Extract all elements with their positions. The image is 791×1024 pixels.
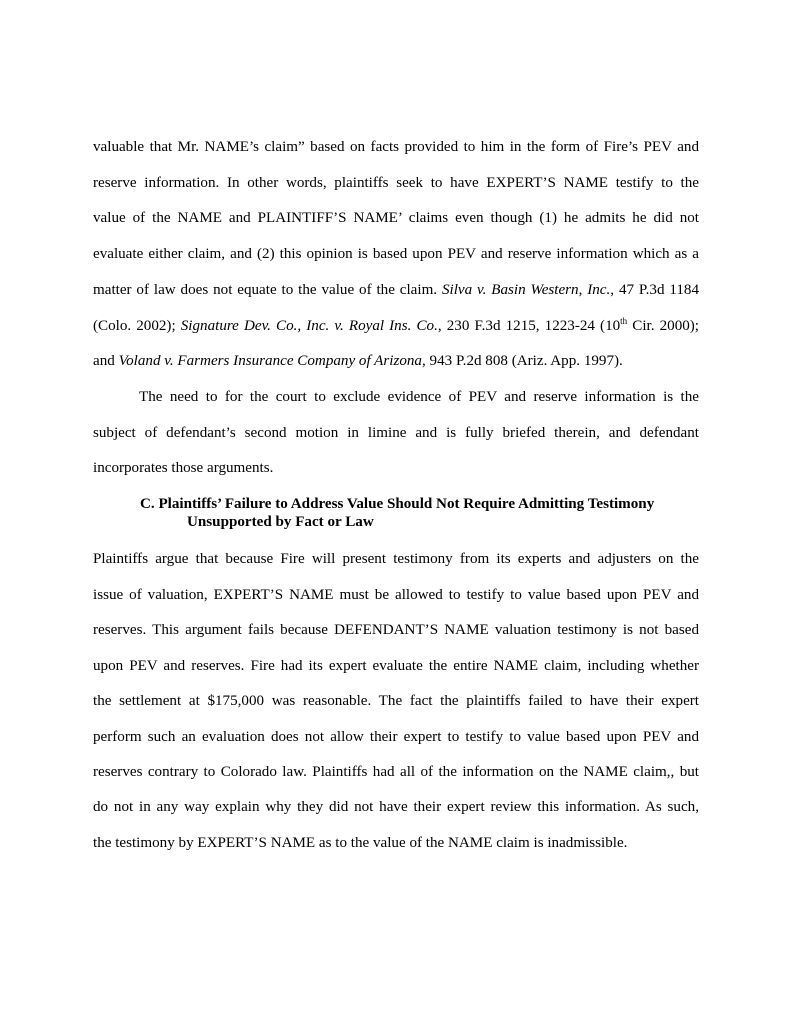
paragraph-3-line-6: perform such an evaluation does not allow their expert to testify to value based upon PEV and	[93, 729, 699, 745]
text-run: Cir. 2000);	[627, 318, 700, 334]
paragraph-1-line-2: reserve information. In other words, plaintiffs seek to have EXPERT’S NAME testify to the	[93, 175, 699, 191]
case-citation-silva: Silva v. Basin Western, Inc.	[441, 282, 611, 298]
section-heading-line-2: Unsupported by Fact or Law	[187, 514, 374, 530]
paragraph-3-line-4: upon PEV and reserves. Fire had its expert evaluate the entire NAME claim, including whether	[93, 658, 699, 674]
paragraph-3-line-9: the testimony by EXPERT’S NAME as to the value of the NAME claim is inadmissible.	[93, 835, 628, 851]
text-run: , 943 P.2d 808 (Ariz. App. 1997).	[421, 353, 623, 369]
paragraph-1-line-4: evaluate either claim, and (2) this opinion is based upon PEV and reserve information which as a	[93, 246, 699, 262]
paragraph-1-line-7	[93, 352, 699, 370]
paragraph-2-line-2: subject of defendant’s second motion in limine and is fully briefed therein, and defendant	[93, 425, 699, 441]
paragraph-3-line-2: issue of valuation, EXPERT’S NAME must be allowed to testify to value based upon PEV and	[93, 587, 699, 603]
paragraph-2-line-1: The need to for the court to exclude evidence of PEV and reserve information is the	[139, 389, 699, 405]
case-citation-voland: Voland v. Farmers Insurance Company of Arizona	[118, 353, 422, 369]
text-run: (Colo. 2002);	[93, 318, 181, 334]
paragraph-1-line-1: valuable that Mr. NAME’s claim” based on facts provided to him in the form of Fire’s PEV and	[93, 139, 699, 155]
section-heading-line-1: C. Plaintiffs’ Failure to Address Value Should Not Require Admitting Testimony	[140, 496, 655, 512]
ordinal-superscript: th	[620, 315, 628, 326]
text-run: and	[93, 353, 119, 369]
case-citation-signature: Signature Dev. Co., Inc. v. Royal Ins. Co.	[180, 318, 438, 334]
paragraph-1-line-5	[93, 281, 699, 299]
paragraph-3-line-3: reserves. This argument fails because DEFENDANT’S NAME valuation testimony is not based	[93, 622, 699, 638]
paragraph-3-line-5: the settlement at $175,000 was reasonable. The fact the plaintiffs failed to have their expert	[93, 693, 699, 709]
text-run: matter of law does not equate to the value of the claim.	[93, 282, 442, 298]
paragraph-1-line-6	[93, 317, 699, 335]
text-run: , 47 P.3d 1184	[610, 282, 700, 298]
paragraph-3-line-7: reserves contrary to Colorado law. Plaintiffs had all of the information on the NAME claim,, but	[93, 764, 699, 780]
paragraph-1-line-3: value of the NAME and PLAINTIFF’S NAME’ claims even though (1) he admits he did not	[93, 210, 699, 226]
text-run: , 230 F.3d 1215, 1223-24 (10	[437, 318, 621, 334]
paragraph-2-line-3: incorporates those arguments.	[93, 460, 274, 476]
paragraph-3-line-8: do not in any way explain why they did not have their expert review this information. As such,	[93, 799, 699, 815]
paragraph-3-line-1: Plaintiffs argue that because Fire will present testimony from its experts and adjusters on the	[93, 551, 699, 567]
